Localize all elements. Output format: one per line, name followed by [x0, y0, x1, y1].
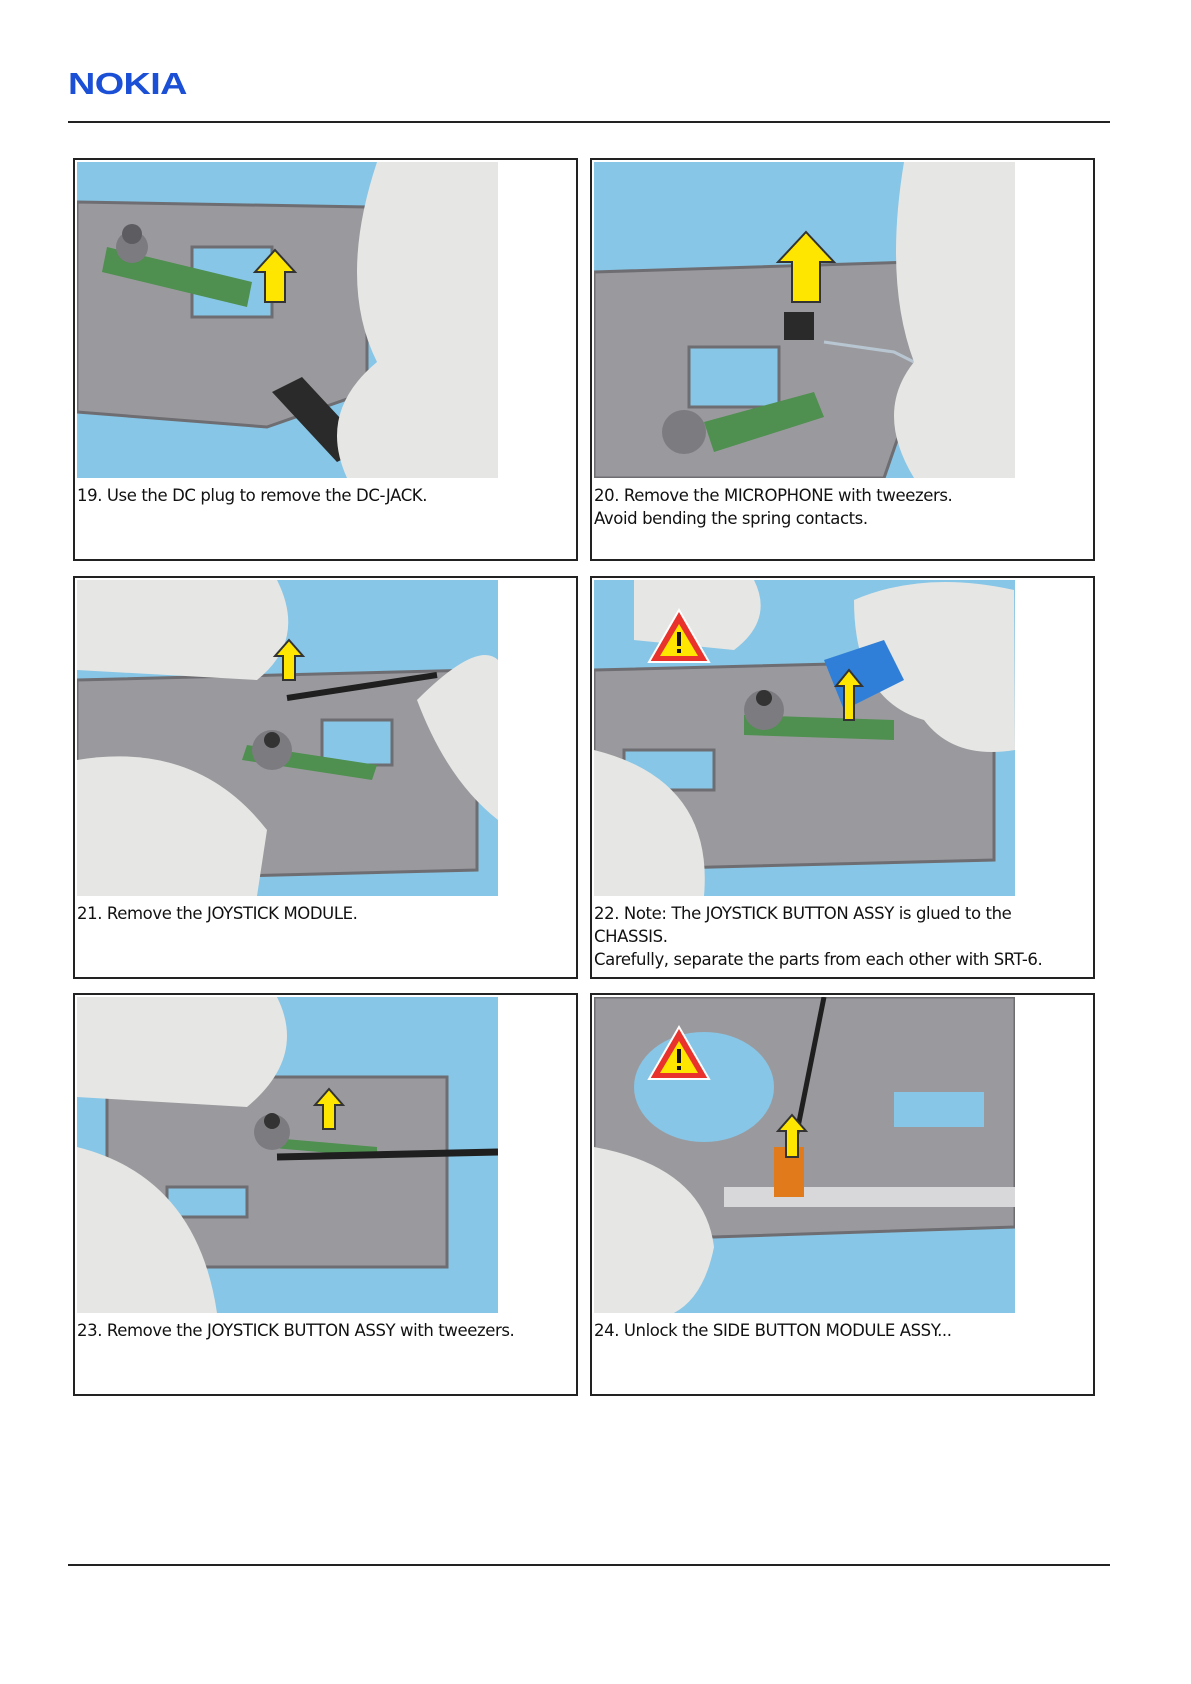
step-21-caption: 21. Remove the JOYSTICK MODULE.	[77, 904, 358, 923]
joystick-module-removal-photo	[77, 580, 498, 896]
step-22-panel	[590, 576, 1095, 979]
joystick-button-separation-photo	[594, 580, 1015, 896]
joystick-button-removal-photo	[77, 997, 498, 1313]
step-23-panel	[73, 993, 578, 1396]
step-20-panel	[590, 158, 1095, 561]
step-22-caption: 22. Note: The JOYSTICK BUTTON ASSY is glued to the CHASSIS. Carefully, separate the parts from each other with SRT-6.	[594, 904, 1043, 969]
header-divider	[68, 121, 1110, 123]
side-button-module-photo	[594, 997, 1015, 1313]
step-20-caption: 20. Remove the MICROPHONE with tweezers. Avoid bending the spring contacts.	[594, 486, 953, 528]
dc-jack-removal-photo	[77, 162, 498, 478]
step-24-panel	[590, 993, 1095, 1396]
footer-divider	[68, 1564, 1110, 1566]
nokia-logo: NOKIA	[68, 66, 187, 101]
microphone-removal-photo	[594, 162, 1015, 478]
step-24-caption: 24. Unlock the SIDE BUTTON MODULE ASSY...	[594, 1321, 952, 1340]
step-23-caption: 23. Remove the JOYSTICK BUTTON ASSY with tweezers.	[77, 1321, 515, 1340]
step-21-panel	[73, 576, 578, 979]
step-19-panel	[73, 158, 578, 561]
step-19-caption: 19. Use the DC plug to remove the DC-JACK.	[77, 486, 428, 505]
